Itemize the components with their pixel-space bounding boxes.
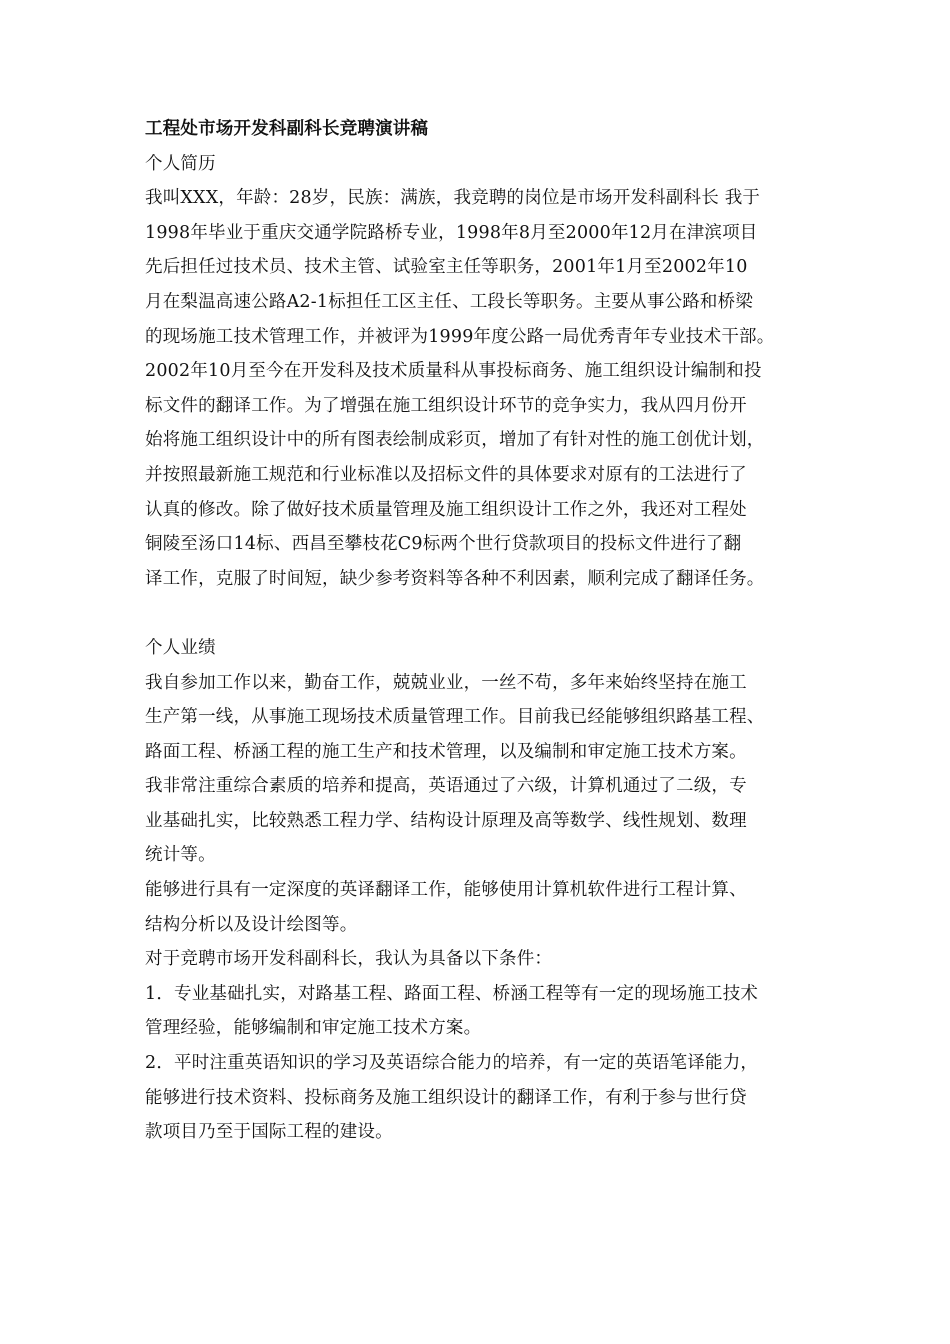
list-item-2-line: 款项目乃至于国际工程的建设。 <box>145 1122 393 1143</box>
paragraph-line: 能够进行具有一定深度的英译翻译工作，能够使用计算机软件进行工程计算、 <box>145 880 747 901</box>
paragraph-line: 业基础扎实，比较熟悉工程力学、结构设计原理及高等数学、线性规划、数理 <box>145 810 747 831</box>
paragraph-line: 我叫XXX，年龄：28岁，民族：满族，我竞聘的岗位是市场开发科副科长 我于 <box>145 188 761 209</box>
section-heading-achievements: 个人业绩 <box>145 637 216 658</box>
paragraph-line: 我非常注重综合素质的培养和提高，英语通过了六级，计算机通过了二级，专 <box>145 776 747 797</box>
list-item-2-line: 能够进行技术资料、投标商务及施工组织设计的翻译工作，有利于参与世行贷 <box>145 1087 747 1108</box>
paragraph-line: 并按照最新施工规范和行业标准以及招标文件的具体要求对原有的工法进行了 <box>145 464 747 485</box>
paragraph-line: 结构分析以及设计绘图等。 <box>145 914 358 935</box>
paragraph-line: 生产第一线，从事施工现场技术质量管理工作。目前我已经能够组织路基工程、 <box>145 707 765 728</box>
paragraph-line: 对于竞聘市场开发科副科长，我认为具备以下条件： <box>145 949 553 970</box>
achievements-paragraph <box>145 666 825 1150</box>
paragraph-line: 始将施工组织设计中的所有图表绘制成彩页，增加了有针对性的施工创优计划， <box>145 430 765 451</box>
document-body <box>145 112 825 1150</box>
paragraph-line: 译工作，克服了时间短，缺少参考资料等各种不利因素，顺利完成了翻译任务。 <box>145 568 765 589</box>
list-item-1-line: 1．专业基础扎实，对路基工程、路面工程、桥涵工程等有一定的现场施工技术 <box>145 983 759 1004</box>
paragraph-line: 路面工程、桥涵工程的施工生产和技术管理，以及编制和审定施工技术方案。 <box>145 741 747 762</box>
paragraph-line: 1998年毕业于重庆交通学院路桥专业，1998年8月至2000年12月在津滨项目 <box>145 222 758 243</box>
paragraph-line: 月在梨温高速公路A2-1标担任工区主任、工段长等职务。主要从事公路和桥梁 <box>145 291 754 312</box>
paragraph-line: 2002年10月至今在开发科及技术质量科从事投标商务、施工组织设计编制和投 <box>145 361 762 382</box>
paragraph-line: 铜陵至汤口14标、西昌至攀枝花C9标两个世行贷款项目的投标文件进行了翻 <box>145 534 742 555</box>
document-title: 工程处市场开发科副科长竞聘演讲稿 <box>145 119 429 139</box>
list-item-2-line: 2．平时注重英语知识的学习及英语综合能力的培养，有一定的英语笔译能力， <box>145 1053 759 1074</box>
paragraph-line: 先后担任过技术员、技术主管、试验室主任等职务，2001年1月至2002年10 <box>145 257 748 278</box>
paragraph-line: 标文件的翻译工作。为了增强在施工组织设计环节的竞争实力，我从四月份开 <box>145 395 747 416</box>
section-heading-resume: 个人简历 <box>145 153 216 174</box>
list-item-1-line: 管理经验，能够编制和审定施工技术方案。 <box>145 1018 482 1039</box>
resume-paragraph <box>145 181 825 596</box>
paragraph-line: 统计等。 <box>145 845 216 866</box>
section-spacer <box>145 596 825 631</box>
paragraph-line: 的现场施工技术管理工作，并被评为1999年度公路一局优秀青年专业技术干部。 <box>145 326 775 347</box>
paragraph-line: 认真的修改。除了做好技术质量管理及施工组织设计工作之外，我还对工程处 <box>145 499 747 520</box>
paragraph-line: 我自参加工作以来，勤奋工作，兢兢业业，一丝不苟，多年来始终坚持在施工 <box>145 672 747 693</box>
